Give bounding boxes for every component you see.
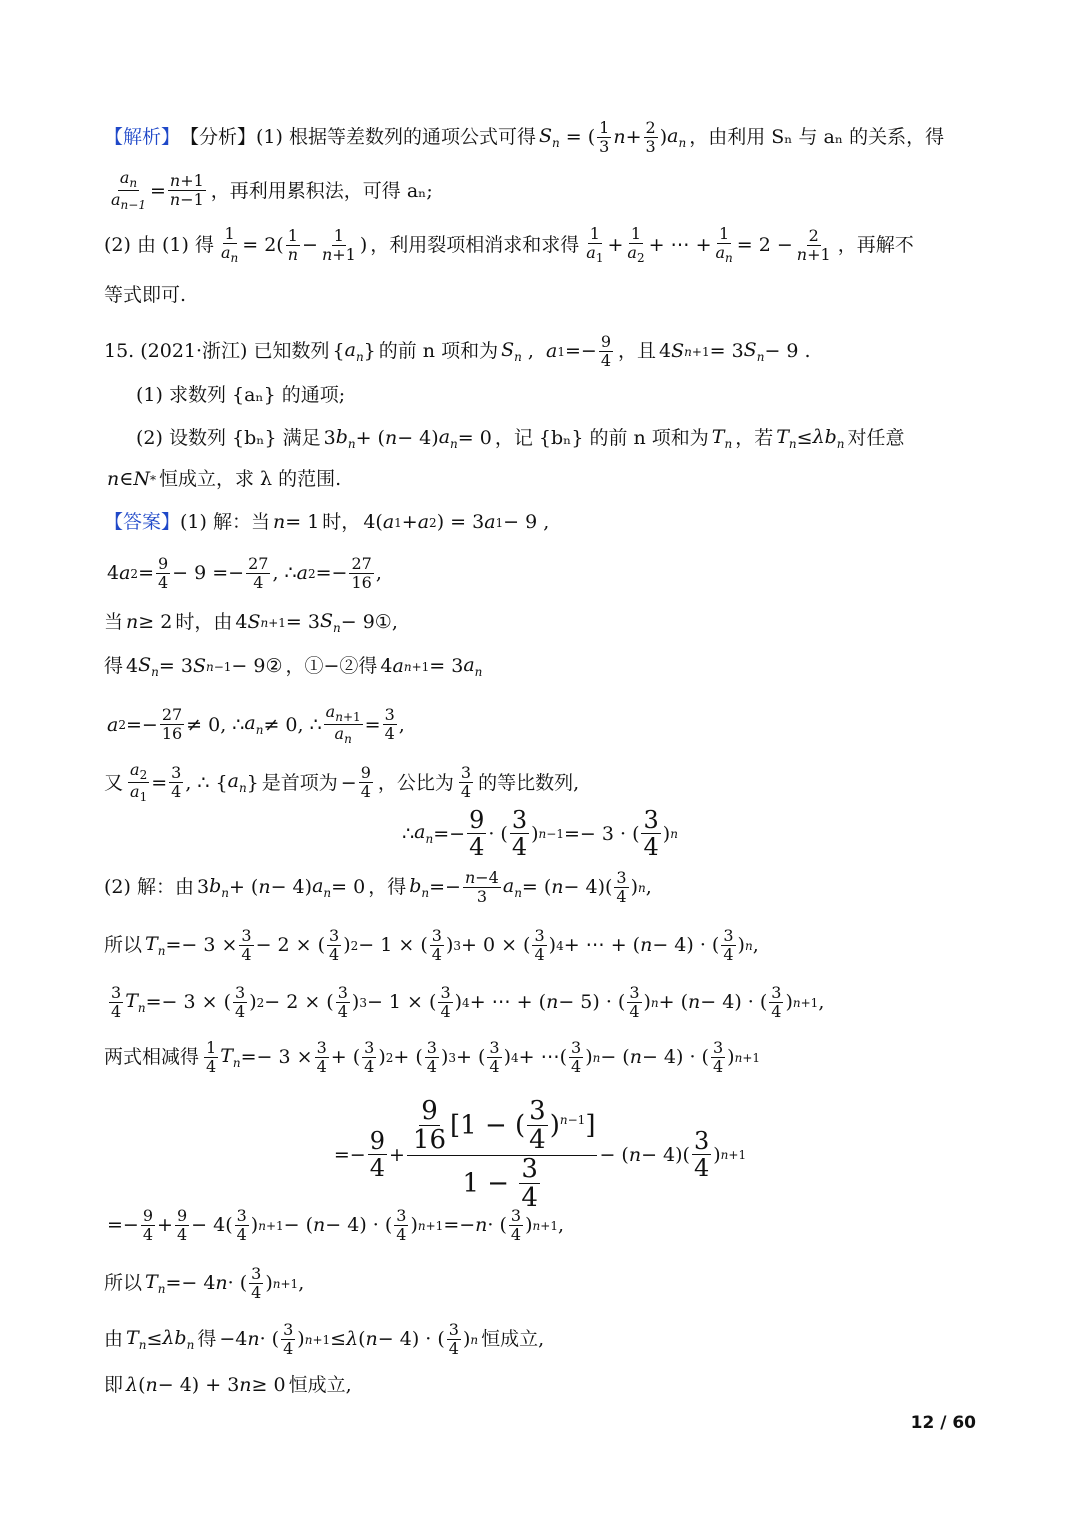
answer-text: 当 [104, 611, 124, 634]
answer-text: ，公比为 [377, 771, 454, 794]
answer-line-5 [104, 704, 980, 746]
analysis-text: ，由利用 Sₙ 与 aₙ 的关系，得 [689, 126, 945, 149]
answer-text: 两式相减得 [104, 1046, 200, 1069]
answer-text: 恒成立, [481, 1328, 545, 1351]
problem-part-2-cont [104, 470, 980, 489]
formula-simplify: =− $\frac{9}{4}$ + $\frac{9}{4}$ − 4( $\frac{3}{4}$ ) n+1 − ( n − 4) · ( $\frac{3}{4}$ ) n+1 =− n · ( $\frac{3}{4}$ ) n+1 , [107, 1206, 565, 1244]
analysis-text: (2) 由 (1) 得 [104, 234, 214, 257]
formula-final: λ ( n − 4) + 3 n ≥ 0 [126, 1374, 286, 1396]
formula-subtract: $\frac{1}{4}$ $T_n$ =− 3 × $\frac{3}{4}$ + ( $\frac{3}{4}$ ) 2 + ( $\frac{3}{4}$ ) 3 + ( $\frac{3}{4}$ ) 4 + ⋯( $\frac{3}{4}$ ) n − ( n − 4) · ( $\frac{3}{4}$ ) n+1 [206, 1038, 761, 1076]
answer-text: 所以 [104, 934, 143, 957]
formula-reciprocal: $\frac{1}{a_n}$ = 2( $\frac{1}{n}$ − $\frac{1}{n+1}$ ) [220, 224, 368, 265]
answer-text: 时， [322, 511, 361, 533]
formula-n1: n = 1 [272, 511, 320, 533]
answer-line-15 [104, 1322, 980, 1357]
formula-tn-sum: $T_n$ =− 3 × $\frac{3}{4}$ − 2 × ( $\frac{3}{4}$ ) 2 − 1 × ( $\frac{3}{4}$ ) 3 + 0 × ( $\frac{3}{4}$ ) 4 + ⋯ + ( n − 4) · ( $\frac{3}{4}$ ) n , [145, 926, 759, 964]
formula-ratio: $\frac{a_n}{a_{n-1}}$ = $\frac{n+1}{n-1}$ [111, 168, 204, 212]
answer-text: ，得 [368, 876, 407, 899]
answer-line-8 [104, 870, 980, 905]
formula-seq: { $a_n$ } [332, 338, 376, 364]
answer-line-1 [104, 513, 980, 532]
answer-line-9 [104, 928, 980, 963]
formula-tn-scaled: $\frac{3}{4}$ $T_n$ =− 3 × ( $\frac{3}{4}$ ) 2 − 2 × ( $\frac{3}{4}$ ) 3 − 1 × ( $\frac{3}{4}$ ) 4 + ⋯ + ( n − 5) · ( $\frac{3}{4}$ ) n + ( n − 4) · ( $\frac{3}{4}$ ) n+1 , [111, 983, 825, 1021]
formula-sum: $\frac{1}{a_1}$ + $\frac{1}{a_2}$ + ⋯ + $\frac{1}{a_n}$ = 2 − $\frac{2}{n+1}$ [586, 224, 831, 265]
formula-ineq: $T_n$ ≤ $\lambda b_n$ [776, 426, 845, 451]
answer-text: 由 [104, 1328, 124, 1351]
formula-bn2: 3 $b_n$ + ( n − 4) $a_n$ = 0 [196, 874, 366, 900]
analysis-text: ，利用裂项相消求和求得 [370, 234, 580, 257]
analysis-text: 【分析】(1) 根据等差数列的通项公式可得 [180, 126, 536, 149]
formula-a12: 4( a 1 + a 2 ) = 3 a 1 − 9 , [363, 511, 550, 533]
formula-domain: n ∈ N * [107, 468, 156, 490]
formula-n2: n ≥ 2 [126, 611, 173, 634]
answer-line-13 [104, 1208, 980, 1243]
answer-text: 又 [104, 771, 124, 794]
formula-bn: 3 $b_n$ + ( n − 4) $a_n$ = 0 [323, 426, 492, 451]
answer-line-7 [0, 808, 1080, 861]
formula-diff: 4 a n+1 = 3 $a_n$ [380, 654, 483, 679]
formula-geometric: =− $\frac{9}{4}$ + $\frac{9}{16}$ [1 − ( $\frac{3}{4}$ )$^{n-1}$] 1 − $\frac{3}{4}$ − ( n − 4)( $\frac{3}{4}$ ) n+1 [333, 1096, 747, 1214]
answer-text: (2) 解：由 [104, 876, 194, 899]
analysis-text: 等式即可. [104, 284, 187, 306]
formula-eq2: 4 $S_n$ = 3 S n−1 − 9② [126, 654, 283, 679]
answer-line-11 [104, 1040, 980, 1075]
answer-line-4 [104, 656, 980, 678]
answer-text: ，①−②得 [285, 655, 378, 678]
problem-text: (1) 求数列 {aₙ} 的通项; [136, 384, 346, 406]
formula-eq1: 4 S n+1 = 3 $S_n$ − 9①, [235, 610, 398, 635]
problem-text: 的前 n 项和为 [378, 340, 499, 363]
problem-text: ，若 [735, 427, 774, 450]
problem-part-2 [136, 428, 980, 450]
answer-text: (1) 解：当 [180, 511, 270, 533]
analysis-line-4 [104, 286, 980, 305]
answer-text: 是首项为 [261, 771, 338, 794]
formula-ratio-q: $\frac{3}{4}$ [460, 763, 472, 802]
formula-a2: 4 a 2 = $\frac{9}{4}$ − 9 =− $\frac{27}{4}$ , ∴ a 2 =− $\frac{27}{16}$ , [107, 554, 382, 592]
formula-an: ∴ $a_n$ =− $\frac{9}{4}$ · ( $\frac{3}{4}$ ) n−1 =− 3 · ( $\frac{3}{4}$ ) n [402, 806, 678, 862]
formula-rec: 4 S n+1 = 3 $S_n$ − 9 . [659, 338, 811, 364]
formula-sn: $S_n$ = ( $\frac{1}{3}$ n + $\frac{2}{3}$ ) $a_n$ [538, 118, 687, 156]
page-number: 12 / 60 [910, 1413, 976, 1433]
answer-line-3 [104, 612, 980, 634]
answer-text: 得 [104, 655, 124, 678]
formula-first: $\frac{a_2}{a_1}$ = $\frac{3}{4}$ , ∴ { $a_n$ } [130, 760, 259, 804]
answer-line-10 [104, 985, 980, 1020]
analysis-line-2 [104, 170, 980, 212]
formula-sn2: $S_n$ , a 1 =− $\frac{9}{4}$ [501, 332, 612, 370]
analysis-text: ，再利用累积法，可得 aₙ; [210, 179, 433, 202]
answer-line-12 [0, 1098, 1080, 1213]
answer-text: 时，由 [175, 611, 233, 634]
formula-bn3: $b_n$ =− $\frac{n-4}{3}$ $a_n$ = ( n − 4)( $\frac{3}{4}$ ) n , [409, 868, 652, 906]
answer-text: 即 [104, 1374, 124, 1396]
formula-ratio2: a 2 =− $\frac{27}{16}$ ≠ 0, ∴ $a_n$ ≠ 0, ∴ $\frac{a_{n+1}}{a_n}$ = $\frac{3}{4}$ , [107, 702, 405, 746]
analysis-line-1 [104, 120, 980, 155]
problem-text: (2) 设数列 {bₙ} 满足 [136, 427, 321, 450]
answer-tag: 【答案】 [104, 511, 181, 533]
analysis-line-3 [104, 226, 980, 265]
analysis-tag: 【解析】 [104, 126, 181, 149]
problem-text: 15. (2021·浙江) 已知数列 [104, 340, 330, 363]
formula-tn: $T_n$ [711, 426, 733, 451]
problem-text: ，且 [618, 340, 657, 363]
problem-text: 恒成立，求 λ 的范围. [158, 468, 342, 490]
answer-line-16 [104, 1376, 980, 1395]
formula-ineq3: −4 n · ( $\frac{3}{4}$ ) n+1 ≤ λ ( n − 4) · ( $\frac{3}{4}$ ) n [219, 1320, 479, 1358]
answer-text: 所以 [104, 1272, 143, 1295]
problem-text: 对任意 [847, 427, 905, 450]
problem-part-1 [136, 386, 980, 405]
formula-ineq2: $T_n$ ≤ $\lambda b_n$ [126, 1326, 195, 1352]
formula-tn-final: $T_n$ =− 4 n · ( $\frac{3}{4}$ ) n+1 , [145, 1264, 305, 1302]
answer-line-2 [104, 556, 980, 591]
answer-text: 的等比数列, [478, 771, 580, 794]
formula-first-term: − $\frac{9}{4}$ [340, 763, 371, 802]
answer-line-14 [104, 1266, 980, 1301]
answer-text: 恒成立, [288, 1374, 352, 1396]
analysis-text: ，再解不 [837, 234, 914, 257]
problem-text: ，记 {bₙ} 的前 n 项和为 [494, 427, 709, 450]
problem-15-line [104, 334, 980, 369]
answer-line-6 [104, 762, 980, 804]
answer-text: 得 [197, 1328, 217, 1351]
